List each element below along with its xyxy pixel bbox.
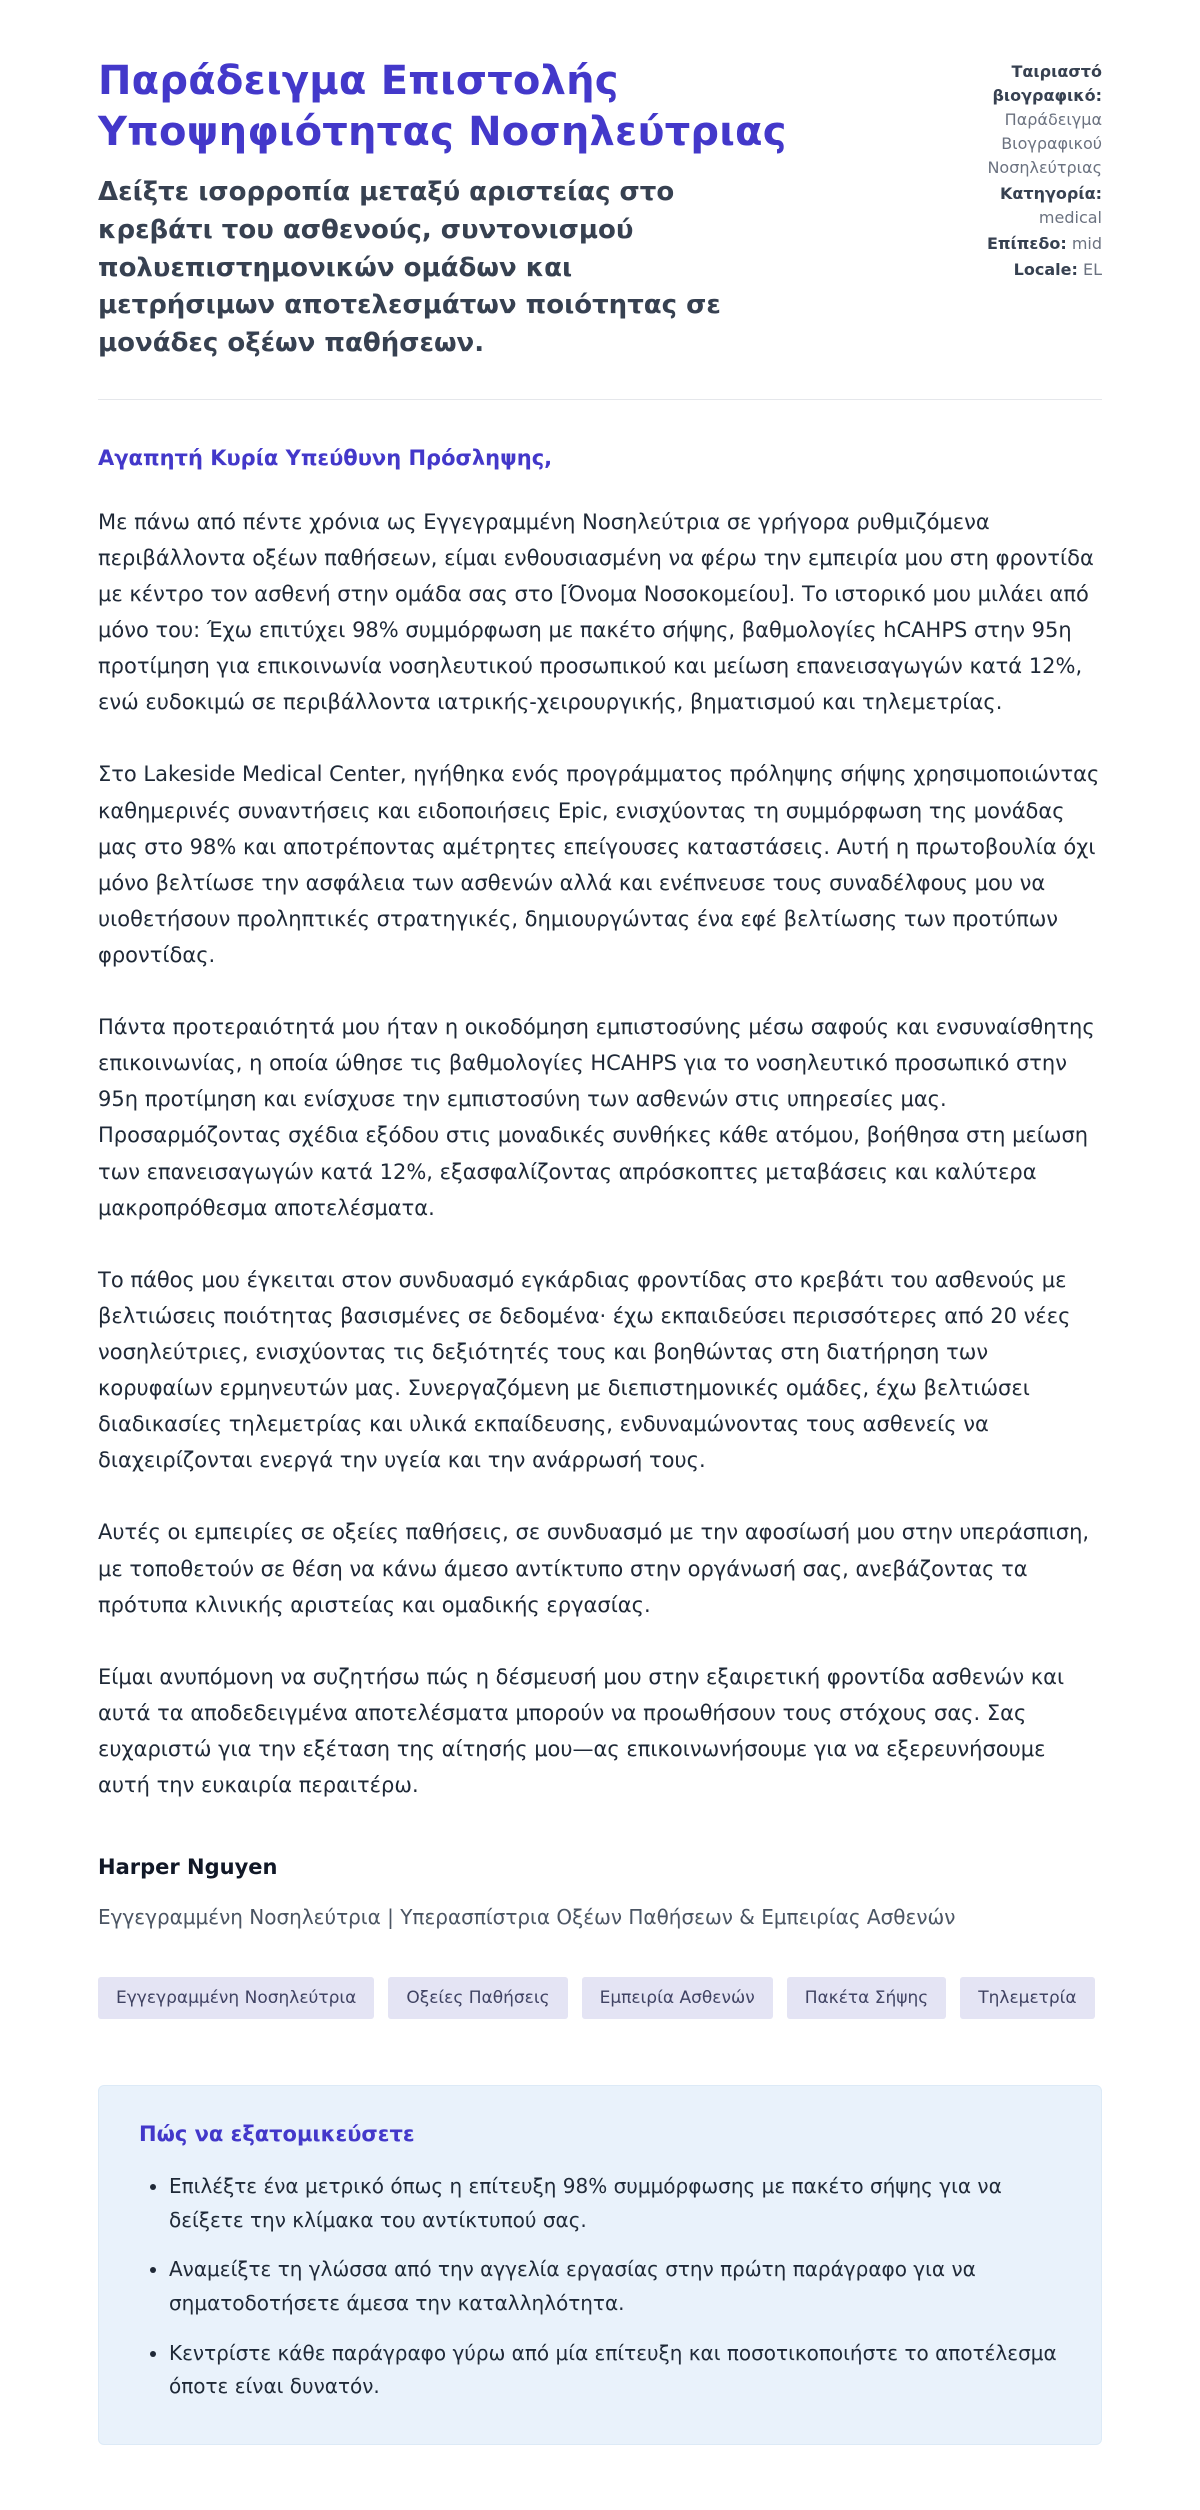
meta-level-value: mid	[1071, 234, 1102, 253]
meta-level-label: Επίπεδο:	[986, 234, 1067, 253]
meta-locale	[950, 258, 1102, 282]
tips-list	[139, 2170, 1061, 2404]
page-subtitle: Δείξτε ισορροπία μεταξύ αριστείας στο κρεβάτι του ασθενούς, συντονισμού πολυεπιστημονικών ομάδων και μετρήσιμων αποτελεσμάτων ποιότητας σε μονάδες οξέων παθήσεων.	[98, 177, 721, 359]
meta-category-value: medical	[1038, 208, 1102, 227]
meta-locale-label: Locale:	[1013, 260, 1078, 279]
tip-item: • Αναμείξτε τη γλώσσα από την αγγελία εργασίας στην πρώτη παράγραφο για να σηματοδοτήσετε άμεσα την καταλληλότητα.	[169, 2253, 1061, 2320]
letter-paragraph: Πάντα προτεραιότητά μου ήταν η οικοδόμηση εμπιστοσύνης μέσω σαφούς και ενσυναίσθητης επικοινωνίας, η οποία ώθησε τις βαθμολογίες HCAHPS για το νοσηλευτικό προσωπικό στην 95η προτίμηση και ενίσχυσε την εμπιστοσύνη των ασθενών στις υπηρεσίες μας. Προσαρμόζοντας σχέδια εξόδου στις μοναδικές συνθήκες κάθε ατόμου, βοήθησα στη μείωση των επανεισαγωγών κατά 12%, εξασφαλίζοντας απρόσκοπτες μεταβάσεις και καλύτερα μακροπρόθεσμα αποτελέσματα.	[98, 1015, 1095, 1220]
signature-name: Harper Nguyen	[98, 1855, 278, 1880]
tip-item: • Κεντρίστε κάθε παράγραφο γύρω από μία επίτευξη και ποσοτικοποιήστε το αποτέλεσμα όποτε είναι δυνατόν.	[169, 2337, 1061, 2404]
letter-paragraph: Στο Lakeside Medical Center, ηγήθηκα ενός προγράμματος πρόληψης σήψης χρησιμοποιώντας καθημερινές συναντήσεις και ειδοποιήσεις Epic, ενισχύοντας τη συμμόρφωση της μονάδας μας στο 98% και αποτρέποντας αμέτρητες επείγουσες καταστάσεις. Αυτή η πρωτοβουλία όχι μόνο βελτίωσε την ασφάλεια των ασθενών αλλά και ενέπνευσε τους συναδέλφους μου να υιοθετήσουν προληπτικές στρατηγικές, δημιουργώντας ένα εφέ βελτίωσης των προτύπων φροντίδας.	[98, 762, 1100, 968]
meta-matched-resume	[950, 60, 1102, 180]
tag-pill: Τηλεμετρία	[960, 1977, 1094, 2019]
header-main	[98, 56, 798, 363]
tips-heading: Πώς να εξατομικεύσετε	[139, 2122, 415, 2147]
meta-level	[950, 232, 1102, 256]
meta-matched-resume-link[interactable]: Παράδειγμα Βιογραφικού Νοσηλεύτριας	[987, 110, 1102, 177]
letter-paragraph: Το πάθος μου έγκειται στον συνδυασμό εγκάρδιας φροντίδας στο κρεβάτι του ασθενούς με βελτιώσεις ποιότητας βασισμένες σε δεδομένα· έχω εκπαιδεύσει περισσότερες από 20 νέες νοσηλεύτριες, ενισχύοντας τις δεξιότητές τους και βοηθώντας στη διατήρηση των κορυφαίων ερμηνευτών μας. Συνεργαζόμενη με διεπιστημονικές ομάδες, έχω βελτιώσει διαδικασίες τηλεμετρίας και υλικά εκπαίδευσης, ενδυναμώνοντας τους ασθενείς να διαχειρίζονται ενεργά την υγεία και την ανάρρωσή τους.	[98, 1267, 1071, 1473]
meta-matched-resume-label: Ταιριαστό βιογραφικό:	[992, 62, 1102, 105]
tag-pill: Πακέτα Σήψης	[787, 1977, 947, 2019]
letter-paragraph: Είμαι ανυπόμονη να συζητήσω πώς η δέσμευσή μου στην εξαιρετική φροντίδα ασθενών και αυτά τα αποδεδειγμένα αποτελέσματα μπορούν να προωθήσουν τους στόχους σας. Σας ευχαριστώ για την εξέταση της αίτησής μου—ας επικοινωνήσουμε για να εξερευνήσουμε αυτή την ευκαιρία περαιτέρω.	[98, 1664, 1065, 1798]
tag-list	[98, 1977, 1102, 2019]
tag-pill: Εμπειρία Ασθενών	[582, 1977, 773, 2019]
letter-greeting: Αγαπητή Κυρία Υπεύθυνη Πρόσληψης,	[98, 445, 553, 470]
meta-panel	[950, 60, 1102, 284]
meta-category-label: Κατηγορία:	[1000, 184, 1102, 203]
meta-category	[950, 182, 1102, 230]
meta-locale-value: EL	[1082, 260, 1102, 279]
signature-block	[98, 1855, 1102, 1929]
cover-letter-body	[98, 446, 1102, 1929]
customization-tips-box	[98, 2085, 1102, 2445]
letter-paragraph: Με πάνω από πέντε χρόνια ως Εγγεγραμμένη Νοσηλεύτρια σε γρήγορα ρυθμιζόμενα περιβάλλοντα οξέων παθήσεων, είμαι ενθουσιασμένη να φέρω την εμπειρία μου στη φροντίδα με κέντρο τον ασθενή στην ομάδα σας στο [Όνομα Νοσοκομείου]. Το ιστορικό μου μιλάει από μόνο του: Έχω επιτύχει 98% συμμόρφωση με πακέτο σήψης, βαθμολογίες hCAHPS στην 95η προτίμηση για επικοινωνία νοσηλευτικού προσωπικού και μείωση επανεισαγωγών κατά 12%, ενώ ευδοκιμώ σε περιβάλλοντα ιατρικής-χειρουργικής, βηματισμού και τηλεμετρίας.	[98, 509, 1094, 715]
letter-paragraph: Αυτές οι εμπειρίες σε οξείες παθήσεις, σε συνδυασμό με την αφοσίωσή μου στην υπεράσπιση, με τοποθετούν σε θέση να κάνω άμεσο αντίκτυπο στην οργάνωσή σας, ανεβάζοντας τα πρότυπα κλινικής αριστείας και ομαδικής εργασίας.	[98, 1520, 1090, 1617]
page-title: Παράδειγμα Επιστολής Υποψηφιότητας Νοσηλεύτριας	[98, 58, 787, 156]
signature-role: Εγγεγραμμένη Νοσηλεύτρια | Υπερασπίστρια Οξέων Παθήσεων & Εμπειρίας Ασθενών	[98, 1905, 956, 1930]
tag-pill: Εγγεγραμμένη Νοσηλεύτρια	[98, 1977, 374, 2019]
header-divider	[98, 399, 1102, 400]
tag-pill: Οξείες Παθήσεις	[388, 1977, 567, 2019]
tip-item: • Επιλέξτε ένα μετρικό όπως η επίτευξη 98% συμμόρφωσης με πακέτο σήψης για να δείξετε την κλίμακα του αντίκτυπού σας.	[169, 2170, 1061, 2237]
page-header	[98, 56, 1102, 363]
